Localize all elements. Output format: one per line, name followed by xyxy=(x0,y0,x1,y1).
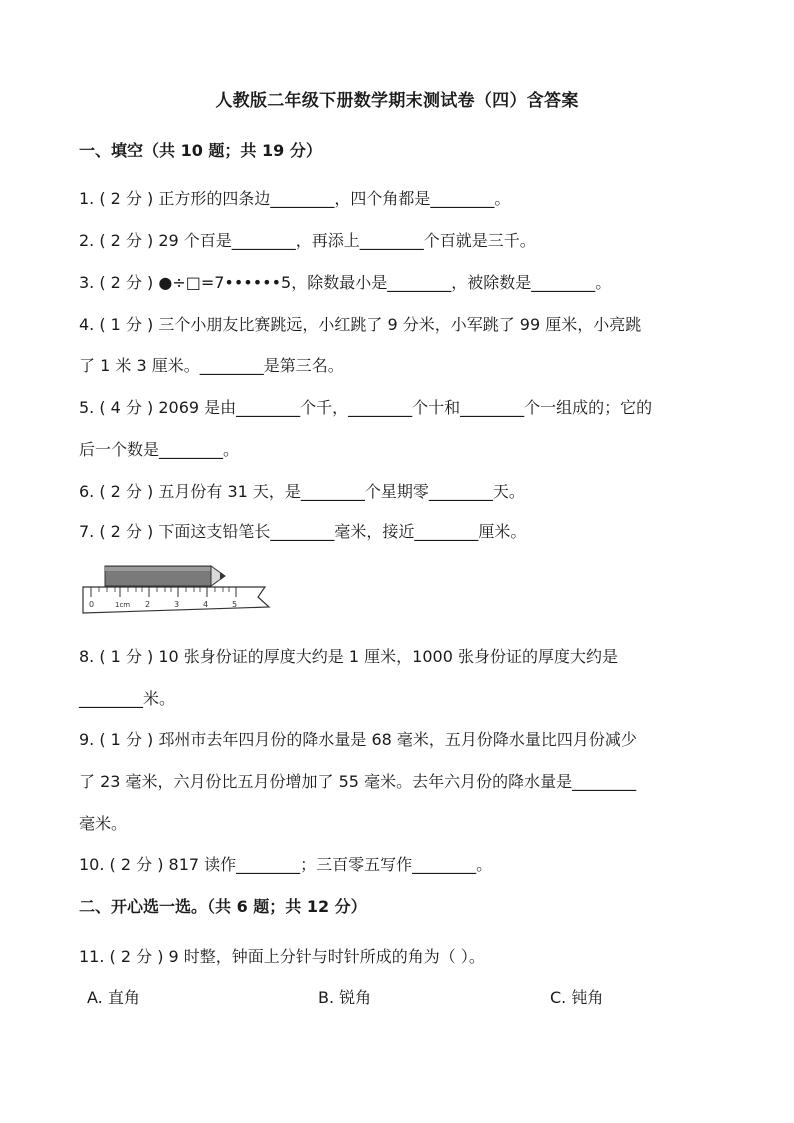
option-a[interactable]: A. 直角 xyxy=(87,988,140,1007)
option-b[interactable]: B. 锐角 xyxy=(318,988,372,1007)
pencil-icon xyxy=(105,566,225,586)
page-title: 人教版二年级下册数学期末测试卷（四）含答案 xyxy=(215,91,579,111)
question-10: 10. ( 2 分 ) 817 读作________；三百零五写作________。 xyxy=(79,855,493,874)
question-9-line-2: 了 23 毫米，六月份比五月份增加了 55 毫米。去年六月份的降水量是________ xyxy=(79,772,637,791)
question-4-line-1: 4. ( 1 分 ) 三个小朋友比赛跳远，小红跳了 9 分米，小军跳了 99 厘米，小亮跳 xyxy=(79,315,642,334)
question-1: 1. ( 2 分 ) 正方形的四条边________，四个角都是________。 xyxy=(79,189,511,208)
question-7: 7. ( 2 分 ) 下面这支铅笔长________毫米，接近________厘米。 xyxy=(79,522,527,541)
question-3: 3. ( 2 分 ) ●÷□=7••••••5，除数最小是________，被除数是________。 xyxy=(79,273,612,292)
question-6: 6. ( 2 分 ) 五月份有 31 天，是________个星期零________天。 xyxy=(79,482,525,501)
section-heading-multiple-choice: 二、开心选一选。（共 6 题；共 12 分） xyxy=(79,897,367,916)
question-4-line-2: 了 1 米 3 厘米。________是第三名。 xyxy=(79,356,344,375)
option-c[interactable]: C. 钝角 xyxy=(550,988,604,1007)
question-11-options xyxy=(0,985,794,1009)
question-2: 2. ( 2 分 ) 29 个百是________，再添上________个百就是三千。 xyxy=(79,231,536,250)
ruler-tick-label: 0 xyxy=(89,600,95,609)
section-heading-fill-in: 一、填空（共 10 题；共 19 分） xyxy=(79,141,322,160)
pencil-ruler-illustration xyxy=(79,561,279,619)
question-9-line-1: 9. ( 1 分 ) 邳州市去年四月份的降水量是 68 毫米，五月份降水量比四月份减少 xyxy=(79,730,637,749)
ruler-tick-label: 5 xyxy=(232,600,238,609)
ruler-tick-label: 3 xyxy=(174,600,180,609)
ruler-tick-label: 2 xyxy=(145,600,151,609)
question-8-line-1: 8. ( 1 分 ) 10 张身份证的厚度大约是 1 厘米，1000 张身份证的厚度大约是 xyxy=(79,647,618,666)
question-9-line-3: 毫米。 xyxy=(79,814,128,833)
pencil-ruler-figure xyxy=(79,561,279,619)
question-5-line-2: 后一个数是________。 xyxy=(79,440,240,459)
question-8-line-2: ________米。 xyxy=(79,689,176,708)
ruler-icon xyxy=(83,587,269,613)
ruler-unit-label: 1cm xyxy=(115,601,131,609)
question-5-line-1: 5. ( 4 分 ) 2069 是由________个千，________个十和________个一组成的；它的 xyxy=(79,398,653,417)
ruler-tick-label: 4 xyxy=(203,600,209,609)
question-11: 11. ( 2 分 ) 9 时整，钟面上分针与时针所成的角为（ ）。 xyxy=(79,947,485,966)
